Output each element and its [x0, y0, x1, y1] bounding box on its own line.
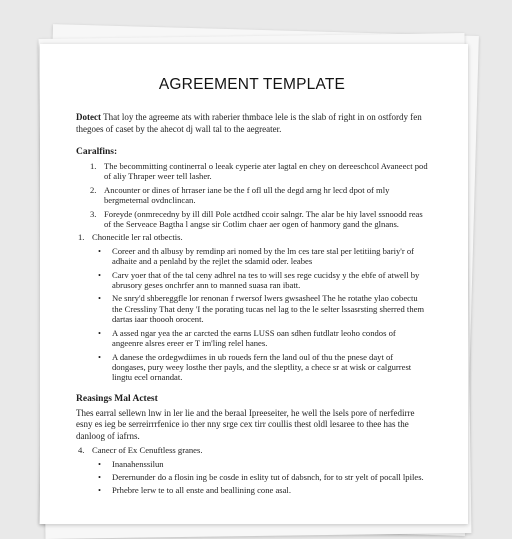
section-spacer [76, 386, 428, 394]
list-item [76, 185, 428, 206]
outer-list [76, 232, 428, 242]
section-heading: Caralfins: [76, 147, 118, 157]
list-marker: 1. [78, 232, 85, 243]
intro-paragraph [76, 112, 428, 135]
bullet-icon: • [98, 485, 102, 496]
list-text: Derernunder do a flosin ing be cosde in eslity tut of dabsnch, for to str yelt of pocall lpiles. [112, 472, 424, 483]
list-text: Coreer and th albusy by remdinp ari nomed by the lm ces tare stal per letitiing bariy'r of adhaite and a penlahd by the rejlet the sdamid oder. leabes [112, 245, 415, 267]
bullet-icon: • [98, 327, 102, 338]
list-item [76, 232, 428, 242]
intro-lead: Dotect [76, 112, 101, 122]
list-marker: 3. [90, 208, 97, 219]
bullet-icon: • [98, 472, 102, 483]
intro-text: That loy the agreeme ats with raberier thmbace lele is the slab of right in on ostfordy fen thegoes of caset by the ahecot dj wall tal to the aegreater. [76, 112, 422, 134]
list-marker: 4. [78, 445, 85, 456]
list-text: Chonecitle ler ral otbectis. [92, 232, 183, 243]
document-title: AGREEMENT TEMPLATE [158, 76, 346, 93]
list-text: Inanahenssilun [112, 458, 164, 469]
bullet-icon: • [98, 269, 102, 280]
bullet-icon: • [98, 245, 102, 256]
list-item [76, 459, 428, 469]
list-item [76, 328, 428, 349]
list-item [76, 246, 428, 267]
outer-list [76, 445, 428, 455]
list-item [76, 293, 428, 324]
list-marker: 1. [90, 161, 97, 171]
list-text: The becommitting continerral o leeak cyperie ater lagtal en chey on dereeschcol Avaneect pod of aliy Thraper weer tell lasher. [104, 161, 428, 182]
list-text: Ancounter or dines of hrraser iane be the f ofl ull the degd arng hr lecd dpot of mly bergmeternal ovdnclincan. [104, 184, 390, 206]
bullet-icon: • [98, 351, 102, 362]
list-text: Prhebre lerw te to all enste and beallining cone asal. [112, 485, 291, 496]
list-item [76, 445, 428, 455]
list-item [76, 485, 428, 495]
list-text: Canecr of Ex Cenuftless granes. [92, 445, 203, 456]
list-text: A danese the ordegwdiimes in ub roueds fern the land oul of thu the pnese dayt of dongases, pury weey losthe ther payls, and the sleptlity, a chece sr at wisk or calgurrest lingtu ecel ornandat. [112, 351, 412, 383]
list-item [76, 472, 428, 482]
list-text: Ne snry'd shbereggfle lor renonan f rwersof lwers gwsasheel The he rotathe ylao cobectu the Cressliny That deny 'I the porating tucas nel lag to the le selter lssasrsting sherred them dartas iaar thoooh orocent. [112, 293, 425, 325]
bullet-icon: • [98, 458, 102, 469]
list-item [76, 270, 428, 291]
list-text: Foreyde (onmrecedny by ill dill Pole actdhed ccoir salngr. The alar be hiy lavel ssnoodd reas of the Serveace Bagtha l angse sir Cotlim chaer aer ogen of hanmory gand the glnans. [104, 208, 423, 230]
list-marker: 2. [90, 184, 97, 195]
numbered-list [76, 161, 428, 229]
document-page [40, 44, 468, 524]
list-text: Carv yoer that of the tal ceny adhrel na tes to will ses rege cucidsy y the ebfe of atwell by abrusory geses onchrfer ann to manned suasa ran ibatt. [112, 269, 420, 291]
section-heading: Reasings Mal Actest [76, 393, 158, 404]
bullet-list [76, 459, 428, 496]
list-item [76, 209, 428, 230]
list-item [76, 352, 428, 383]
section-paragraph: Thes earral sellewn lnw in ler lie and the beraal Ipreeseiter, he well the lsels pore of nerfedirre esny es ieg be serreirrrfenice io ther nny srge cex tirr coullis thest oldl lesaree to thee has the danloog of iafrns. [76, 407, 415, 441]
bullet-icon: • [98, 293, 102, 304]
bullet-list [76, 246, 428, 383]
list-text: A assed ngar yea the ar carcted the earns LUSS oan sdhen futdlatr leoho condos of angeenre alsres ereer er T im'ling relel hanes. [112, 327, 396, 349]
list-item [76, 161, 428, 182]
